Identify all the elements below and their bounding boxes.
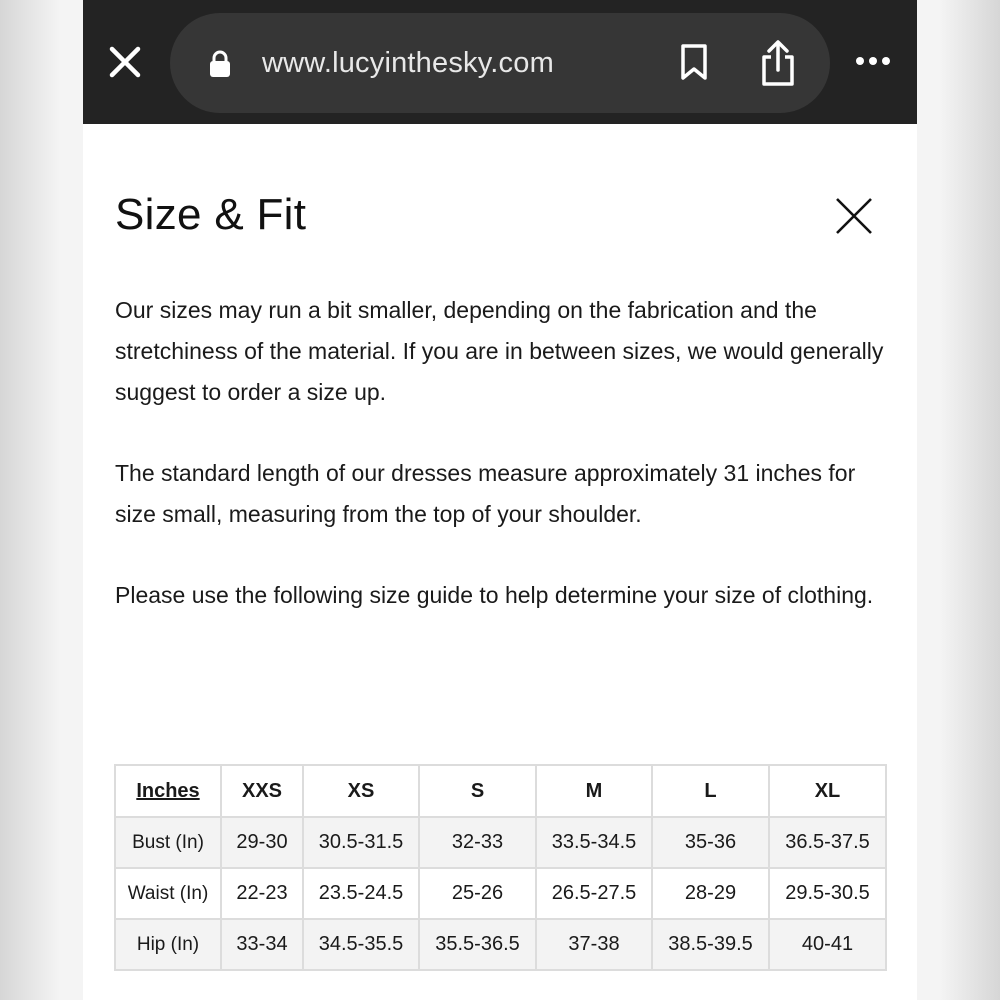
address-bar[interactable] <box>170 13 830 113</box>
table-cell: 23.5-24.5 <box>303 868 419 919</box>
table-cell: 37-38 <box>536 919 652 970</box>
row-label: Hip (In) <box>115 919 221 970</box>
table-cell: 35-36 <box>652 817 769 868</box>
table-cell: 38.5-39.5 <box>652 919 769 970</box>
row-label: Bust (In) <box>115 817 221 868</box>
dress-length-paragraph: The standard length of our dresses measure approximately 31 inches for size small, measuring from the top of your shoulder. <box>115 460 856 527</box>
table-header-size: S <box>419 765 536 817</box>
table-row-waist <box>115 868 886 919</box>
table-cell: 32-33 <box>419 817 536 868</box>
table-cell: 25-26 <box>419 868 536 919</box>
table-row-hip <box>115 919 886 970</box>
browser-window <box>83 0 917 1000</box>
table-cell: 33-34 <box>221 919 303 970</box>
table-header-row <box>115 765 886 817</box>
url-text[interactable]: www.lucyinthesky.com <box>262 47 554 79</box>
size-chart-table <box>114 764 887 971</box>
table-cell: 34.5-35.5 <box>303 919 419 970</box>
table-header-inches: Inches <box>115 765 221 817</box>
table-header-size: M <box>536 765 652 817</box>
modal-title: Size & Fit <box>115 190 307 239</box>
table-cell: 22-23 <box>221 868 303 919</box>
more-icon[interactable] <box>855 54 891 68</box>
lock-icon <box>208 49 232 79</box>
table-cell: 29.5-30.5 <box>769 868 886 919</box>
share-icon[interactable] <box>760 39 796 87</box>
table-header-size: XL <box>769 765 886 817</box>
table-cell: 35.5-36.5 <box>419 919 536 970</box>
table-header-size: L <box>652 765 769 817</box>
table-cell: 28-29 <box>652 868 769 919</box>
browser-toolbar <box>83 0 917 124</box>
table-cell: 30.5-31.5 <box>303 817 419 868</box>
table-row-bust <box>115 817 886 868</box>
size-note-paragraph: Our sizes may run a bit smaller, depending on the fabrication and the stretchiness of the material. If you are in between sizes, we would generally suggest to order a size up. <box>115 297 884 405</box>
row-label: Waist (In) <box>115 868 221 919</box>
table-header-size: XXS <box>221 765 303 817</box>
bookmark-icon[interactable] <box>680 43 708 81</box>
size-fit-modal <box>83 124 917 1000</box>
table-header-size: XS <box>303 765 419 817</box>
close-icon[interactable] <box>835 197 873 235</box>
table-cell: 33.5-34.5 <box>536 817 652 868</box>
table-cell: 29-30 <box>221 817 303 868</box>
close-icon[interactable] <box>107 44 143 80</box>
size-guide-intro-paragraph: Please use the following size guide to help determine your size of clothing. <box>115 582 874 608</box>
table-cell: 36.5-37.5 <box>769 817 886 868</box>
table-cell: 26.5-27.5 <box>536 868 652 919</box>
table-cell: 40-41 <box>769 919 886 970</box>
